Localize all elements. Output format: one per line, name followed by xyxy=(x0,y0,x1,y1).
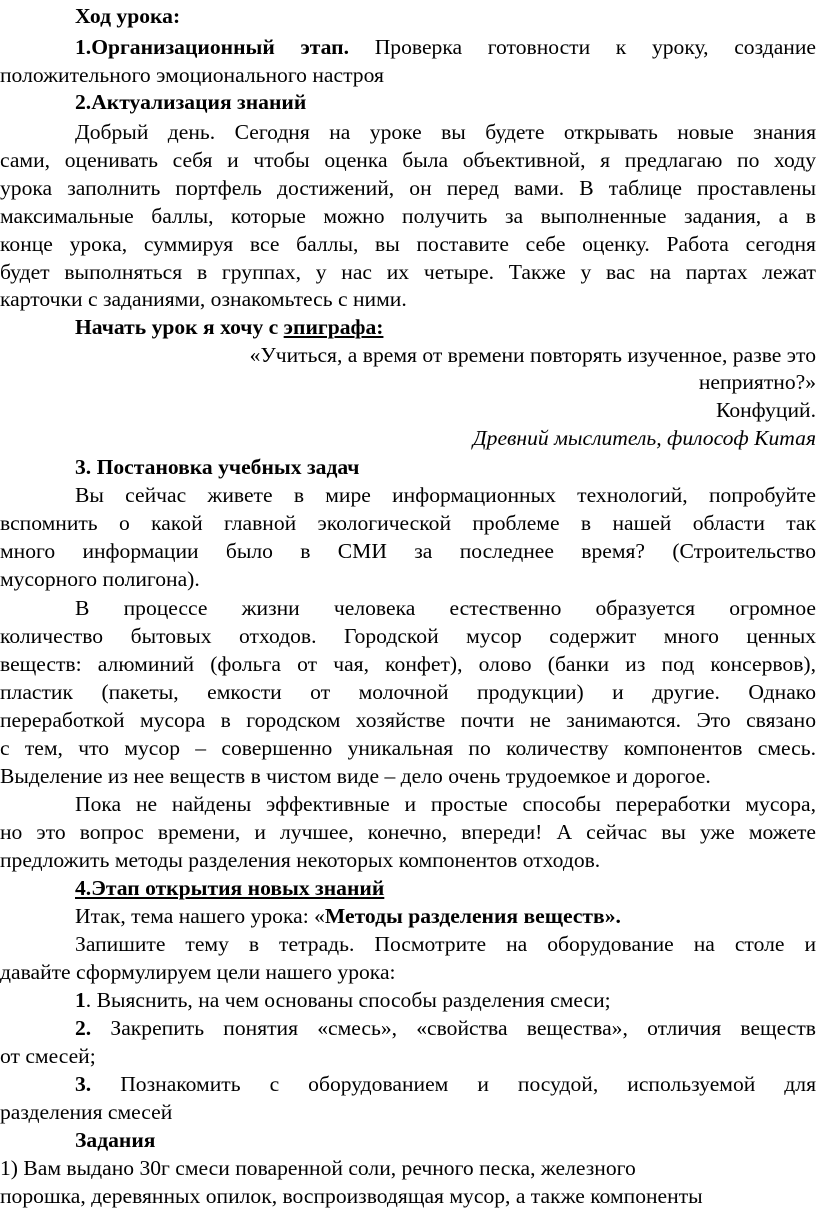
actualization-line: сами, оценивать себя и чтобы оценка была объективной, я предлагаю по ходу xyxy=(0,148,816,172)
goal-3-text: Познакомить с оборудованием и посудой, используемой для xyxy=(91,1072,816,1096)
epigraph-author: Конфуций. xyxy=(716,398,816,422)
goal-2-continued: от смесей; xyxy=(0,1044,96,1068)
tasks-setting-para2-line: с тем, что мусор – совершенно уникальная по количеству компонентов смесь. xyxy=(0,736,816,760)
epigraph-quote-line: неприятно?» xyxy=(698,370,816,394)
actualization-line: урока заполнить портфель достижений, он перед вами. В таблице проставлены xyxy=(0,176,816,200)
actualization-line: максимальные баллы, которые можно получить за выполненные задания, а в xyxy=(0,204,816,228)
tasks-setting-para2-line: количество бытовых отходов. Городской мусор содержит много ценных xyxy=(0,624,816,648)
actualization-line: карточки с заданиями, ознакомьтесь с ними. xyxy=(0,287,407,311)
lesson-topic-line xyxy=(0,902,816,930)
new-knowledge-title: 4.Этап открытия новых знаний xyxy=(75,876,385,900)
actualization-title: 2.Актуализация знаний xyxy=(75,90,307,114)
actualization-line: конце урока, суммируя все баллы, вы поставите себе оценку. Работа сегодня xyxy=(0,232,816,256)
tasks-setting-para1-line: много информации было в СМИ за последнее время? (Строительство xyxy=(0,539,816,563)
tasks-setting-para3-line: Пока не найдены эффективные и простые способы переработки мусора, xyxy=(75,792,816,816)
goal-1-number: 1 xyxy=(75,988,86,1012)
tasks-setting-para2-line: В процессе жизни человека естественно образуется огромное xyxy=(75,596,816,620)
goal-3-number: 3. xyxy=(75,1072,92,1096)
goal-2-text: Закрепить понятия «смесь», «свойства вещества», отличия веществ xyxy=(91,1016,816,1040)
epigraph-author-description: Древний мыслитель, философ Китая xyxy=(472,426,816,450)
epigraph-intro-text: Начать урок я хочу с xyxy=(75,315,284,339)
tasks-setting-para2-line: переработкой мусора в городском хозяйстве почти не занимаются. Это связано xyxy=(0,708,816,732)
goal-2 xyxy=(0,1014,816,1042)
org-stage-text: Проверка готовности к уроку, создание xyxy=(374,35,816,59)
tasks-setting-title: 3. Постановка учебных задач xyxy=(75,455,360,479)
lesson-course-heading: Ход урока: xyxy=(75,4,181,28)
lesson-topic-prefix: Итак, тема нашего урока: « xyxy=(75,904,325,928)
tasks-setting-para1-line: Вы сейчас живете в мире информационных технологий, попробуйте xyxy=(75,483,816,507)
goal-3 xyxy=(0,1070,816,1098)
tasks-setting-para2-line: пластик (пакеты, емкости от молочной продукции) и другие. Однако xyxy=(0,680,816,704)
epigraph-link: эпиграфа: xyxy=(283,315,384,339)
org-stage-line xyxy=(0,33,816,61)
tasks-setting-para2-line: веществ: алюминий (фольга от чая, конфет), олово (банки из под консервов), xyxy=(0,652,816,676)
assignment-1-line: порошка, деревянных опилок, воспроизводящая мусор, а также компоненты xyxy=(0,1184,703,1208)
org-stage-text-2: положительного эмоционального настроя xyxy=(0,63,384,87)
assignments-title: Задания xyxy=(75,1128,156,1152)
org-stage-title: 1.Организационный этап. xyxy=(75,35,350,59)
write-topic-line: Запишите тему в тетрадь. Посмотрите на оборудование на столе и xyxy=(75,932,816,956)
goal-1 xyxy=(0,986,816,1014)
goal-2-number: 2. xyxy=(75,1016,92,1040)
tasks-setting-para2-line: Выделение из нее веществ в чистом виде – дело очень трудоемкое и дорогое. xyxy=(0,764,711,788)
actualization-line: Добрый день. Сегодня на уроке вы будете открывать новые знания xyxy=(75,120,816,144)
tasks-setting-para1-line: вспомнить о какой главной экологической проблеме в нашей области так xyxy=(0,511,816,535)
actualization-line: будет выполняться в группах, у нас их четыре. Также у вас на партах лежат xyxy=(0,260,816,284)
assignment-1-line: 1) Вам выдано 30г смеси поваренной соли, речного песка, железного xyxy=(0,1156,636,1180)
write-topic-line: давайте сформулируем цели нашего урока: xyxy=(0,960,396,984)
tasks-setting-para1-line: мусорного полигона). xyxy=(0,567,200,591)
epigraph-intro xyxy=(0,313,816,341)
lesson-topic: Методы разделения веществ». xyxy=(324,904,621,928)
goal-3-continued: разделения смесей xyxy=(0,1100,173,1124)
goal-1-text: . Выяснить, на чем основаны способы разделения смеси; xyxy=(85,988,611,1012)
tasks-setting-para3-line: предложить методы разделения некоторых компонентов отходов. xyxy=(0,848,601,872)
tasks-setting-para3-line: но это вопрос времени, и лучшее, конечно, впереди! А сейчас вы уже можете xyxy=(0,820,816,844)
epigraph-quote-line: «Учиться, а время от времени повторять изученное, разве это xyxy=(249,343,816,367)
